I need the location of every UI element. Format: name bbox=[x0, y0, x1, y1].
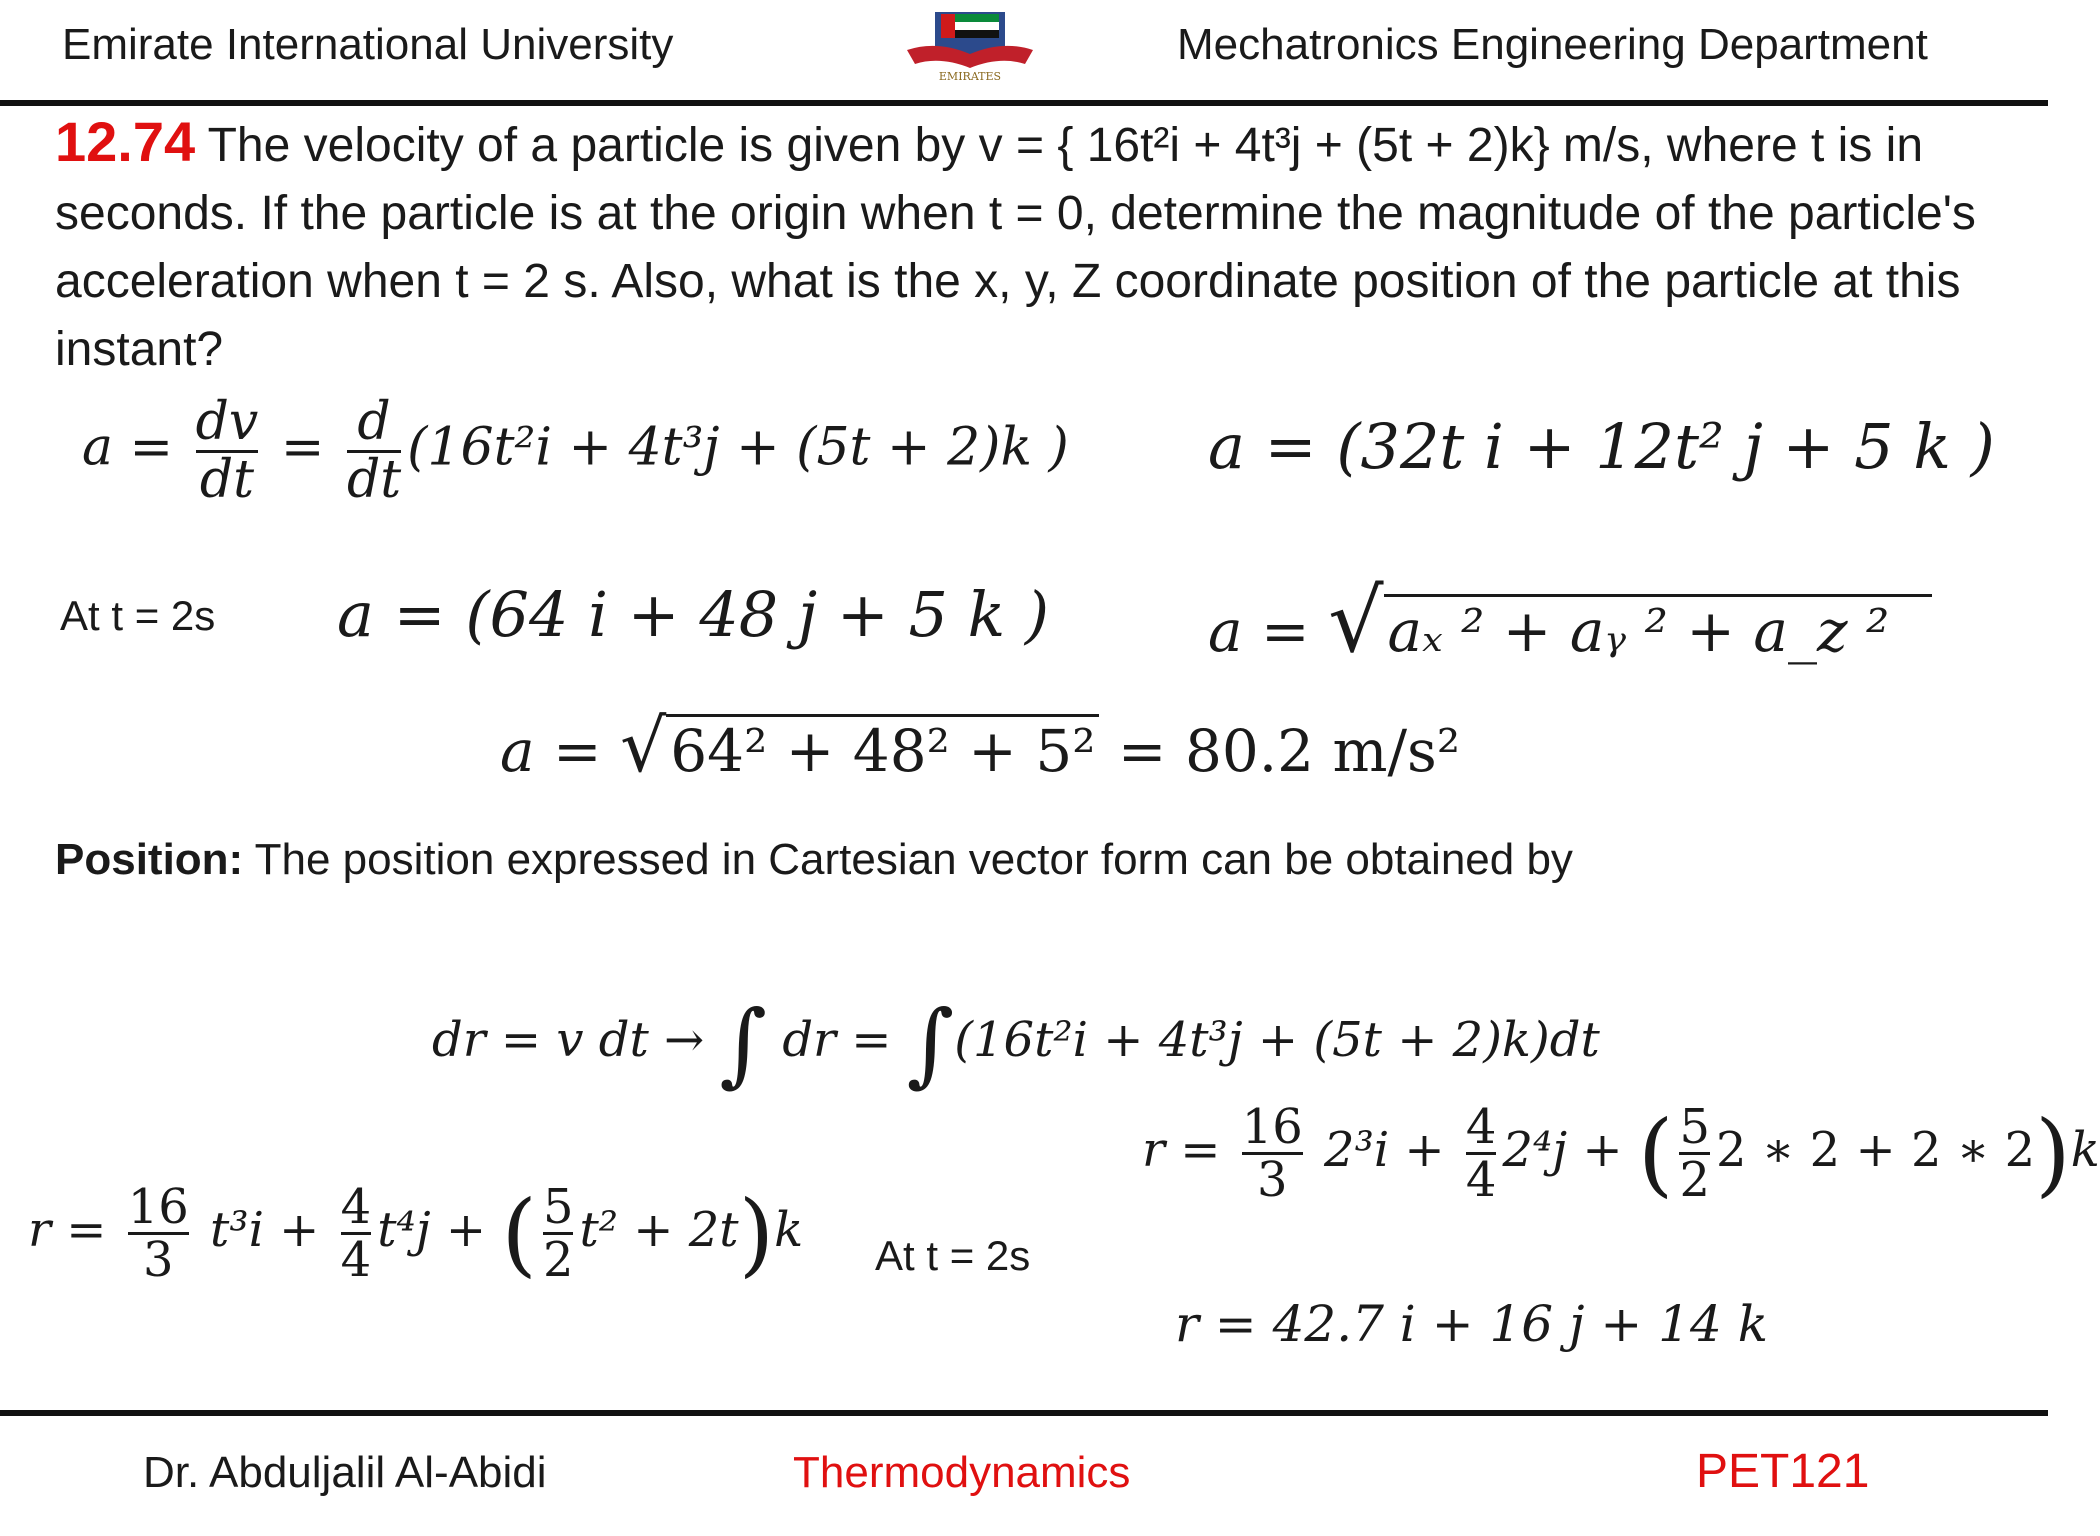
accel-magnitude-formula bbox=[1208, 570, 1932, 672]
d-dt-fraction: $\frac{d}{dt}$ bbox=[346, 392, 402, 510]
position-text: The position expressed in Cartesian vector form can be obtained by bbox=[254, 835, 1573, 884]
position-at-t2-eq: r = $\frac{16}{3}$ 2³i + $\frac{4}{4}$ 2⁴j + ( $\frac{5}{2}$ 2 ∗ 2 + 2 ∗ 2)k bbox=[1142, 1098, 2100, 1208]
r-term-k-inner: t² + 2t bbox=[579, 1202, 739, 1258]
frac2-5-2: $\frac{5}{2}$ bbox=[1679, 1098, 1710, 1208]
university-name: Emirate International University bbox=[62, 20, 674, 69]
frac2-16-3: $\frac{16}{3}$ bbox=[1241, 1098, 1303, 1208]
accel-mag-numeric-lhs: a = bbox=[500, 717, 602, 785]
r-lhs: r = bbox=[28, 1202, 107, 1258]
at-t-label-2: At t = 2s bbox=[875, 1232, 1031, 1279]
accel-lhs: a = bbox=[82, 417, 174, 478]
r-k: k bbox=[774, 1202, 804, 1258]
at-t-label-1: At t = 2s bbox=[60, 592, 216, 639]
r2-k: k bbox=[2070, 1122, 2100, 1178]
equals-sign: = bbox=[280, 417, 325, 478]
position-result: r = 42.7 i + 16 j + 14 k bbox=[1175, 1295, 1768, 1353]
r-term-i: t³i + bbox=[210, 1202, 320, 1258]
course-code: PET121 bbox=[1696, 1445, 1870, 1498]
dr-v-dt: dr = v dt → bbox=[432, 1012, 705, 1068]
r2-term-k-inner: 2 ∗ 2 + 2 ∗ 2 bbox=[1715, 1122, 2036, 1178]
numeric-radicand: 64² + 48² + 5² bbox=[666, 714, 1099, 785]
velocity-expression: (16t²i + 4t³j + (5t + 2)k ) bbox=[407, 417, 1069, 478]
r2-lhs: r = bbox=[1142, 1122, 1221, 1178]
r2-term-j: 2⁴j + bbox=[1502, 1122, 1623, 1178]
sqrt-symbol-2: √ bbox=[620, 705, 667, 789]
logo-text: EMIRATES bbox=[938, 70, 1002, 83]
frac-4-4: $\frac{4}{4}$ bbox=[340, 1178, 372, 1288]
accel-at-t2-eq: a = (64 i + 48 j + 5 k ) bbox=[337, 578, 1050, 651]
department-name: Mechatronics Engineering Department bbox=[1177, 20, 1928, 69]
accel-derivative-eq bbox=[82, 392, 1069, 510]
integral-sign-2: ∫ bbox=[906, 990, 955, 1097]
author-name: Dr. Abduljalil Al-Abidi bbox=[143, 1448, 547, 1497]
integral-sign-1: ∫ bbox=[719, 990, 768, 1097]
frac-16-3: $\frac{16}{3}$ bbox=[127, 1178, 189, 1288]
frac2-4-4: $\frac{4}{4}$ bbox=[1465, 1098, 1497, 1208]
sqrt-symbol: √ bbox=[1328, 570, 1384, 672]
university-logo bbox=[905, 4, 1035, 90]
accel-general-eq: a = (32t i + 12t² j + 5 k ) bbox=[1208, 410, 1995, 483]
problem-number: 12.74 bbox=[55, 110, 196, 173]
footer-divider bbox=[0, 1410, 2048, 1416]
integral-dr: dr = bbox=[782, 1012, 892, 1068]
position-general-eq: r = $\frac{16}{3}$ t³i + $\frac{4}{4}$ t⁴j + ( $\frac{5}{2}$ t² + 2t)k bbox=[28, 1178, 804, 1288]
problem-statement bbox=[55, 108, 2015, 384]
integral-integrand: (16t²i + 4t³j + (5t + 2)k)dt bbox=[954, 1012, 1600, 1068]
r2-term-i: 2³i + bbox=[1324, 1122, 1445, 1178]
integral-eq bbox=[432, 990, 1600, 1097]
accel-mag-numeric-eq bbox=[500, 705, 1460, 789]
problem-text: The velocity of a particle is given by v = { 16t²i + 4t³j + (5t + 2)k} m/s, where t is in seconds. If the particle is at the origin when t = 0, determine the magnitude of the particle's acceleration when t = 2 s. Also, what is the x, y, Z coordinate position of the particle at this instant? bbox=[55, 119, 1976, 376]
position-section bbox=[55, 835, 1573, 885]
accel-mag-lhs: a = bbox=[1208, 597, 1310, 665]
course-name: Thermodynamics bbox=[793, 1448, 1131, 1497]
accel-mag-radicand: aₓ ² + aᵧ ² + a_z ² bbox=[1384, 594, 1932, 665]
dv-dt-fraction: $\frac{dv}{dt}$ bbox=[195, 392, 259, 510]
r-term-j: t⁴j + bbox=[377, 1202, 487, 1258]
header-divider bbox=[0, 100, 2048, 106]
position-label: Position: bbox=[55, 835, 244, 884]
frac-5-2: $\frac{5}{2}$ bbox=[542, 1178, 574, 1288]
accel-mag-result: = 80.2 m/s² bbox=[1117, 717, 1461, 785]
